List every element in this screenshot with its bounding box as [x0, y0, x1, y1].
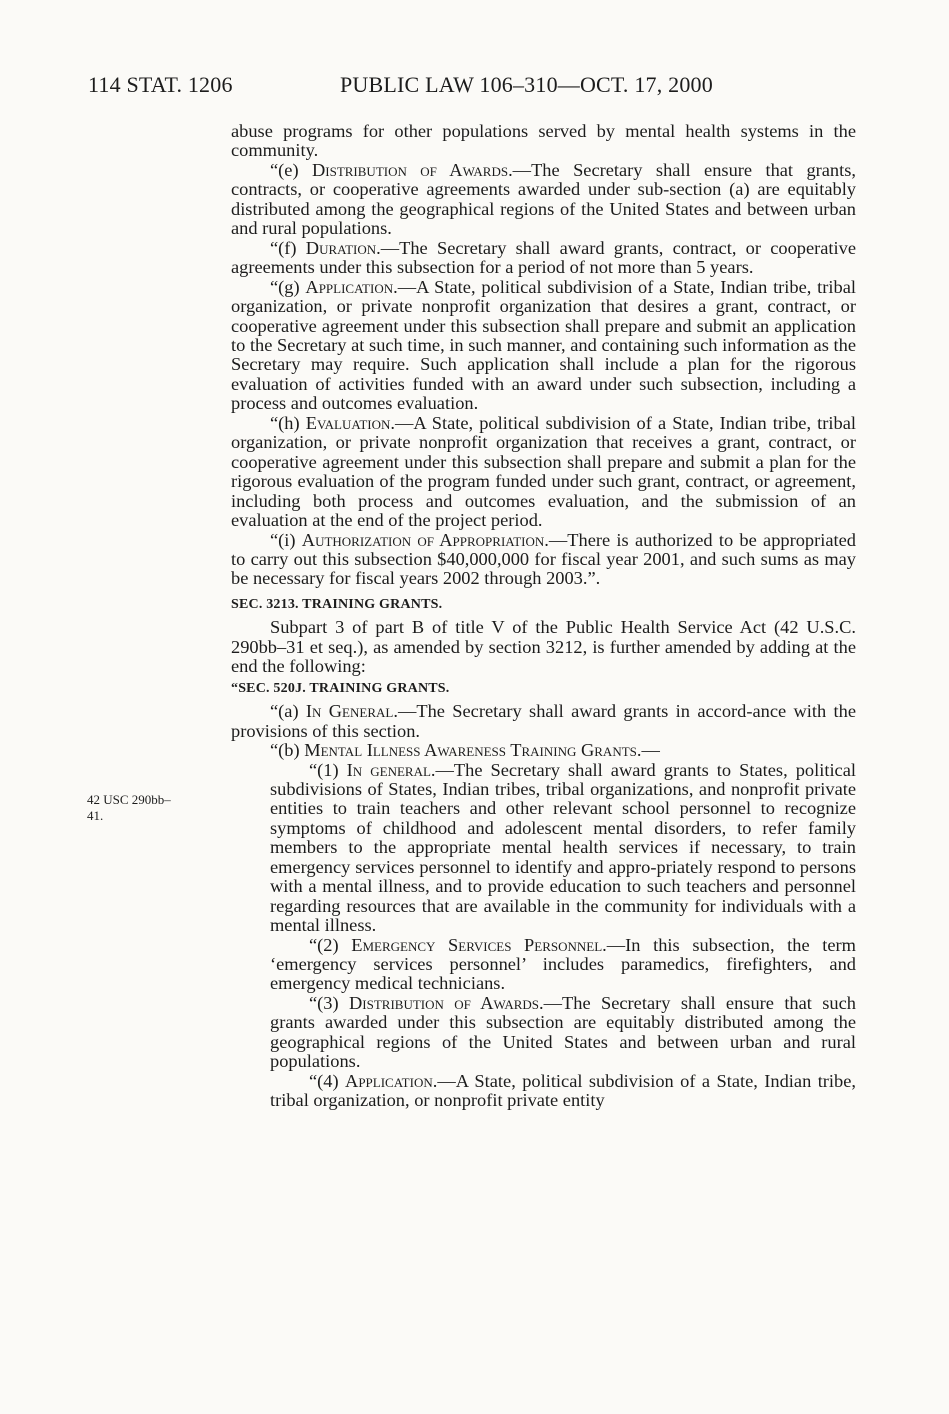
running-header: [88, 72, 788, 102]
section-3213-heading: SEC. 3213. TRAINING GRANTS.: [231, 596, 443, 612]
heading-b1: In general: [346, 759, 431, 780]
paragraph-continuation: abuse programs for other populations served by mental health systems in the community.: [231, 121, 856, 161]
paragraph-a: “(a) In General.—The Secretary shall award grants in accord-ance with the provisions of this section.: [231, 701, 856, 741]
page-reference: 114 STAT. 1206: [88, 72, 233, 97]
heading-a: In General: [305, 701, 394, 722]
paragraph-b: “(b) Mental Illness Awareness Training Grants.—: [270, 740, 660, 761]
paragraph-b2: “(2) Emergency Services Personnel.—In this subsection, the term ‘emergency services personnel’ includes paramedics, firefighters, and emergency medical technicians.: [270, 934, 856, 994]
paragraph-g: “(g) Application.—A State, political subdivision of a State, Indian tribe, tribal organization, or private nonprofit organization that desires a grant, contract, or cooperative agreement under this subsection shall prepare and submit an application to the Secretary at such time, in such manner, and containing such information as the Secretary may require. Such application shall include a plan for the rigorous evaluation of activities funded with an award under such subsection, including a process and outcomes evaluation.: [231, 276, 856, 414]
heading-g: Application: [305, 276, 394, 297]
paragraph-b4: “(4) Application.—A State, political subdivision of a State, Indian tribe, tribal organization, or nonprofit private entity: [270, 1070, 856, 1111]
heading-b4: Application: [345, 1070, 433, 1091]
heading-f: Duration: [305, 237, 377, 258]
heading-e: Distribution of Awards: [311, 159, 509, 180]
usc-note-line-1: 42 USC 290bb–: [87, 792, 171, 807]
heading-h: Evaluation: [305, 412, 391, 433]
usc-margin-note: [87, 792, 207, 824]
law-title: PUBLIC LAW 106–310—OCT. 17, 2000: [340, 72, 713, 97]
paragraph-amendment: Subpart 3 of part B of title V of the Public Health Service Act (42 U.S.C. 290bb–31 et seq.), as amended by section 3212, is further amended by adding at the end the following:: [231, 617, 856, 677]
heading-b: Mental Illness Awareness Training Grants: [304, 740, 637, 761]
paragraph-e: “(e) Distribution of Awards.—The Secretary shall ensure that grants, contracts, or cooperative agreements awarded under sub-section (a) are equitably distributed among the geographical regions of the United States and between urban and rural populations.: [231, 159, 856, 239]
heading-b2: Emergency Services Personnel: [351, 934, 603, 955]
paragraph-b3: “(3) Distribution of Awards.—The Secretary shall ensure that such grants awarded under this subsection are equitably distributed among the geographical regions of the United States and between urban and rural populations.: [270, 992, 856, 1072]
heading-b3: Distribution of Awards: [349, 992, 540, 1013]
section-520j-heading: “SEC. 520J. TRAINING GRANTS.: [231, 680, 450, 696]
heading-i: Authorization of Appropriation: [301, 529, 545, 550]
usc-note-line-2: 41.: [87, 808, 104, 823]
paragraph-h: “(h) Evaluation.—A State, political subdivision of a State, Indian tribe, tribal organization, or private nonprofit organization that receives a grant, contract, or cooperative agreement under this subsection shall prepare and submit a plan for the rigorous evaluation of the program funded under such grant, contract, or agreement, including both process and outcomes evaluation, and the submission of an evaluation at the end of the project period.: [231, 412, 856, 531]
paragraph-f: “(f) Duration.—The Secretary shall award grants, contract, or cooperative agreements under this subsection for a period of not more than 5 years.: [231, 237, 857, 278]
document-body: [231, 122, 856, 1111]
paragraph-b1: “(1) In general.—The Secretary shall award grants to States, political subdivisions of States, Indian tribes, tribal organizations, and nonprofit private entities to train teachers and other relevant school personnel to recognize symptoms of childhood and adolescent mental disorders, to refer family members to the appropriate mental health services if necessary, to train emergency services personnel to identify and appro-priately respond to persons with a mental illness, and to provide education to such teachers and personnel regarding resources that are available in the community for individuals with a mental illness.: [270, 759, 856, 936]
paragraph-i: “(i) Authorization of Appropriation.—There is authorized to be appropriated to carry out this subsection $40,000,000 for fiscal year 2001, and such sums as may be necessary for fiscal years 2002 through 2003.”.: [231, 529, 856, 589]
